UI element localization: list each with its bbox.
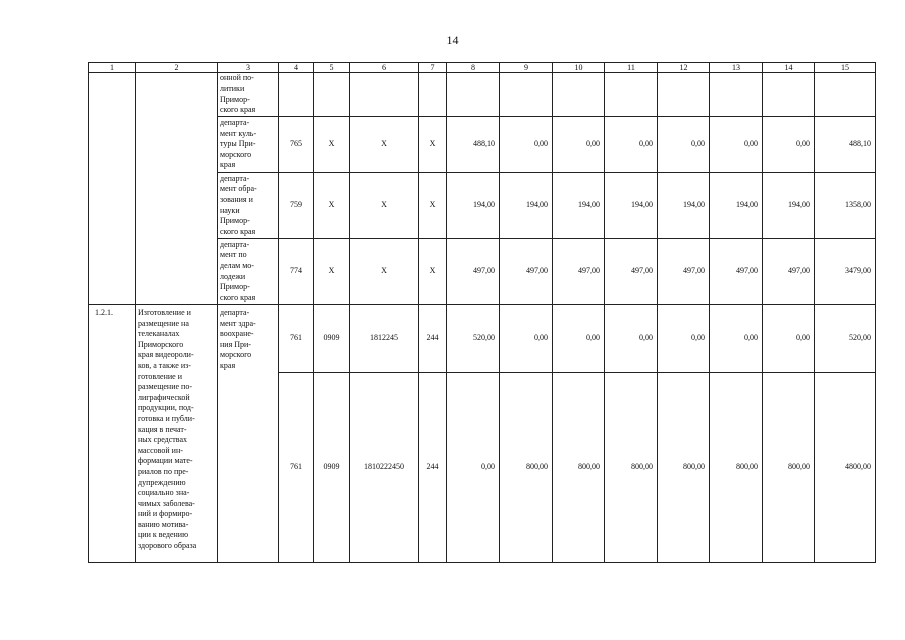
table-cell: 0,00	[763, 305, 815, 373]
table-cell: X	[314, 173, 350, 239]
table-cell: 0,00	[658, 305, 710, 373]
table-cell: X	[419, 239, 447, 305]
header-cell: 13	[710, 63, 763, 73]
table-row	[89, 73, 876, 117]
table-cell: 497,00	[447, 239, 500, 305]
table-cell: 194,00	[605, 173, 658, 239]
table-cell: 759	[279, 173, 314, 239]
table-cell: 4800,00	[815, 373, 876, 563]
table-cell	[447, 73, 500, 117]
item-code-cell: 1.2.1.	[89, 305, 136, 563]
table-cell	[658, 73, 710, 117]
table-cell	[500, 73, 553, 117]
table-cell	[350, 73, 419, 117]
header-cell: 6	[350, 63, 419, 73]
table-cell: 800,00	[500, 373, 553, 563]
header-cell: 10	[553, 63, 605, 73]
table-cell: X	[419, 173, 447, 239]
table-cell: 0,00	[553, 305, 605, 373]
table-cell: 194,00	[763, 173, 815, 239]
header-cell: 1	[89, 63, 136, 73]
table-cell	[763, 73, 815, 117]
code-cell-empty	[89, 73, 136, 305]
header-cell: 12	[658, 63, 710, 73]
header-cell: 4	[279, 63, 314, 73]
table-cell: 0,00	[605, 305, 658, 373]
table-cell: 497,00	[605, 239, 658, 305]
table-cell: 800,00	[553, 373, 605, 563]
table-cell: 520,00	[447, 305, 500, 373]
item-description-cell: Изготовление и размещение на телеканалах Приморского края видеороли- ков, а также из- готовление и размещение по- лиграфической продукции, под- готовка и публи- кация в печат- ных средствах массовой ин- формации мате- риалов по пре- дупреждению социально зна- чимых заболева- ний и формиро- ванию мотива- ции к ведению здорового образа	[136, 305, 218, 563]
table-cell: 800,00	[710, 373, 763, 563]
table-cell: 1810222450	[350, 373, 419, 563]
department-cell: департа- мент по делам мо- лодежи Примор- ского края	[218, 239, 279, 305]
header-row	[89, 63, 876, 73]
header-cell: 3	[218, 63, 279, 73]
table-cell: 0,00	[447, 373, 500, 563]
table-cell: 497,00	[553, 239, 605, 305]
budget-table	[88, 62, 876, 563]
table-cell: 774	[279, 239, 314, 305]
table-cell: 194,00	[447, 173, 500, 239]
header-cell: 2	[136, 63, 218, 73]
table-cell	[553, 73, 605, 117]
table-cell: 800,00	[658, 373, 710, 563]
table-cell: 520,00	[815, 305, 876, 373]
table-cell	[419, 73, 447, 117]
department-cell: онной по- литики Примор- ского края	[218, 73, 279, 117]
table-cell: 244	[419, 373, 447, 563]
header-cell: 8	[447, 63, 500, 73]
table-cell: 3479,00	[815, 239, 876, 305]
table-cell: 497,00	[658, 239, 710, 305]
table-cell: 488,10	[815, 117, 876, 173]
header-cell: 9	[500, 63, 553, 73]
table-cell: 497,00	[500, 239, 553, 305]
table-cell: 0909	[314, 305, 350, 373]
header-cell: 15	[815, 63, 876, 73]
table-cell: X	[314, 117, 350, 173]
header-cell: 11	[605, 63, 658, 73]
table-cell: 800,00	[763, 373, 815, 563]
table-cell	[815, 73, 876, 117]
header-cell: 14	[763, 63, 815, 73]
table-cell	[314, 73, 350, 117]
table-cell	[605, 73, 658, 117]
table-cell: X	[350, 117, 419, 173]
department-cell: департа- мент куль- туры При- морского края	[218, 117, 279, 173]
table-cell: 761	[279, 373, 314, 563]
table-cell: 488,10	[447, 117, 500, 173]
table-cell: 244	[419, 305, 447, 373]
table-cell: 761	[279, 305, 314, 373]
table-cell: 0,00	[710, 305, 763, 373]
table-cell: 194,00	[553, 173, 605, 239]
table-cell: 497,00	[763, 239, 815, 305]
table-cell: X	[350, 239, 419, 305]
table-cell: 194,00	[710, 173, 763, 239]
table-cell: X	[314, 239, 350, 305]
header-cell: 7	[419, 63, 447, 73]
table-row	[89, 305, 876, 373]
table-cell: 1812245	[350, 305, 419, 373]
table-cell: X	[419, 117, 447, 173]
table-cell: 0,00	[763, 117, 815, 173]
table-cell: 194,00	[658, 173, 710, 239]
table-cell: 1358,00	[815, 173, 876, 239]
department-cell: департа- мент обра- зования и науки Примор- ского края	[218, 173, 279, 239]
department-cell: департа- мент здра- воохране- ния При- морского края	[218, 305, 279, 563]
table-cell	[710, 73, 763, 117]
table-cell: X	[350, 173, 419, 239]
table-cell: 0909	[314, 373, 350, 563]
header-cell: 5	[314, 63, 350, 73]
page-number: 14	[446, 33, 459, 47]
table-cell: 0,00	[500, 117, 553, 173]
table-cell: 497,00	[710, 239, 763, 305]
table-cell: 0,00	[500, 305, 553, 373]
description-cell-empty	[136, 73, 218, 305]
table-cell: 800,00	[605, 373, 658, 563]
table-cell: 0,00	[605, 117, 658, 173]
table-cell: 0,00	[658, 117, 710, 173]
table-cell: 765	[279, 117, 314, 173]
table-cell: 0,00	[553, 117, 605, 173]
table-cell: 0,00	[710, 117, 763, 173]
table-cell: 194,00	[500, 173, 553, 239]
table-cell	[279, 73, 314, 117]
